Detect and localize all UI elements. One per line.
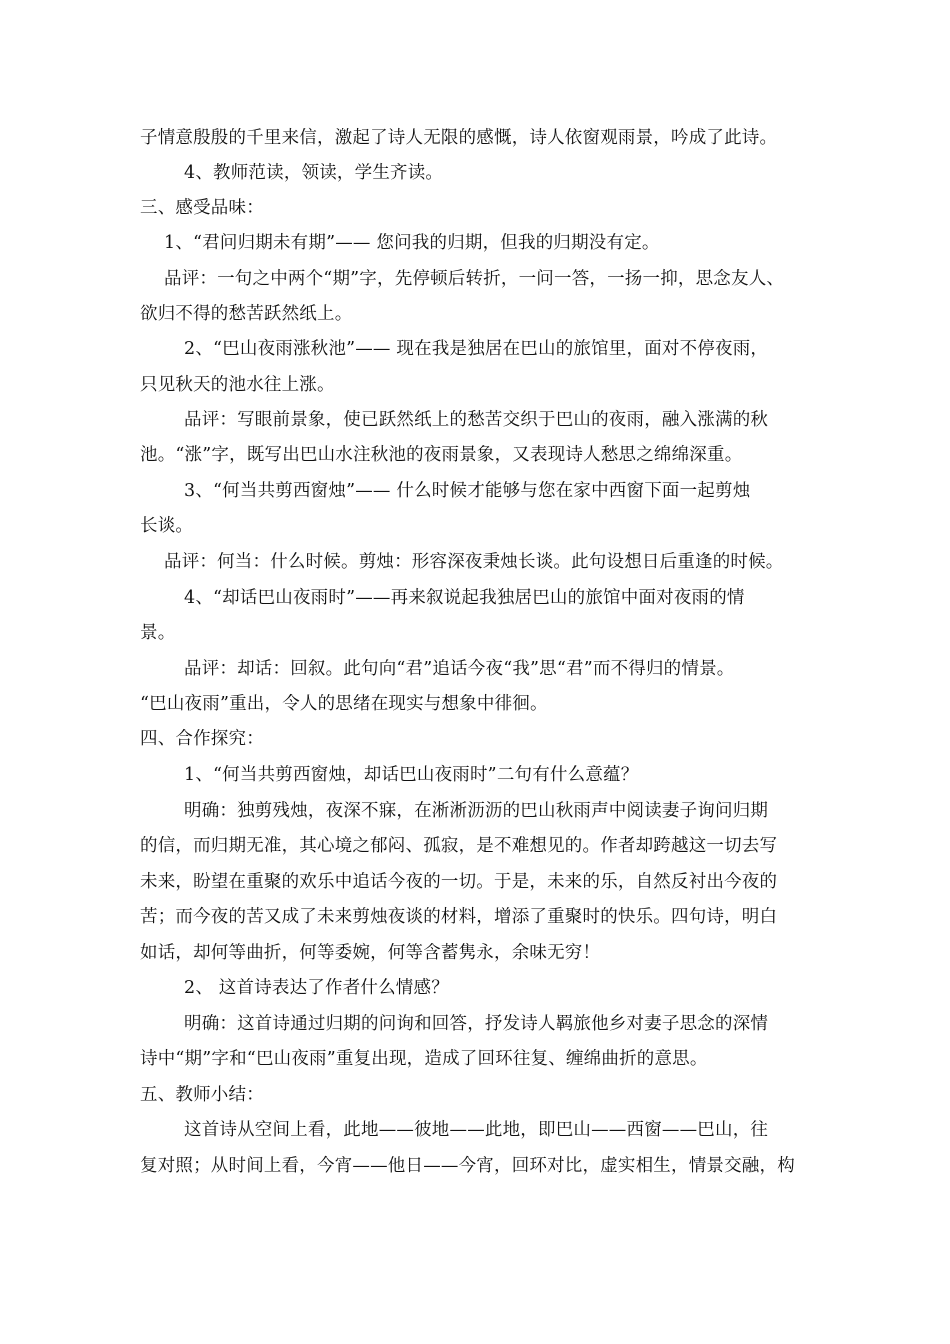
text-line-5: 品评：一句之中两个“期”字，先停顿后转折，一问一答，一扬一抑，思念友人、 [164,269,785,289]
text-line-1: 子情意殷殷的千里来信，激起了诗人无限的感慨，诗人依窗观雨景，吟成了此诗。 [140,128,778,148]
text-line-12: 长谈。 [140,516,194,536]
text-line-11: 3、“何当共剪西窗烛”—— 什么时候才能够与您在家中西窗下面一起剪烛 [184,481,751,501]
text-line-2: 4、教师范读，领读，学生齐读。 [184,163,444,183]
text-line-17: “巴山夜雨”重出，令人的思绪在现实与想象中徘徊。 [140,694,548,714]
text-line-8: 只见秋天的池水往上涨。 [140,375,335,395]
text-line-4: 1、“君问归期未有期”—— 您问我的归期，但我的归期没有定。 [164,233,660,253]
text-line-27: 诗中“期”字和“巴山夜雨”重复出现，造成了回环往复、缠绵曲折的意思。 [140,1049,708,1069]
text-line-22: 未来，盼望在重聚的欢乐中追话今夜的一切。于是，未来的乐，自然反衬出今夜的 [140,872,778,892]
section-heading-3: 三、感受品味： [140,198,264,218]
text-line-9: 品评：写眼前景象，使已跃然纸上的愁苦交织于巴山的夜雨，融入涨满的秋 [184,410,769,430]
text-line-29: 这首诗从空间上看，此地——彼地——此地，即巴山——西窗——巴山，往 [184,1120,769,1140]
text-line-21: 的信，而归期无准，其心境之郁闷、孤寂，是不难想见的。作者却跨越这一切去写 [140,836,778,856]
text-line-20: 明确：独剪残烛，夜深不寐，在淅淅沥沥的巴山秋雨声中阅读妻子询问归期 [184,801,769,821]
text-line-23: 苦；而今夜的苦又成了未来剪烛夜谈的材料，增添了重聚时的快乐。四句诗，明白 [140,907,778,927]
text-line-10: 池。“涨”字，既写出巴山水注秋池的夜雨景象，又表现诗人愁思之绵绵深重。 [140,445,743,465]
section-heading-28: 五、教师小结： [140,1085,264,1105]
text-line-13: 品评：何当：什么时候。剪烛：形容深夜秉烛长谈。此句设想日后重逢的时候。 [164,552,784,572]
text-line-15: 景。 [140,623,176,643]
text-line-30: 复对照；从时间上看，今宵——他日——今宵，回环对比，虚实相生，情景交融，构 [140,1156,795,1176]
text-line-6: 欲归不得的愁苦跃然纸上。 [140,304,353,324]
text-line-19: 1、“何当共剪西窗烛，却话巴山夜雨时”二句有什么意蕴？ [184,765,639,785]
text-line-25: 2、 这首诗表达了作者什么情感？ [184,978,449,998]
text-line-16: 品评：却话：回叙。此句向“君”追话今夜“我”思“君”而不得归的情景。 [184,659,735,679]
section-heading-18: 四、合作探究： [140,729,264,749]
text-line-7: 2、“巴山夜雨涨秋池”—— 现在我是独居在巴山的旅馆里，面对不停夜雨， [184,339,769,359]
text-line-26: 明确：这首诗通过归期的问询和回答，抒发诗人羁旅他乡对妻子思念的深情 [184,1014,769,1034]
text-line-14: 4、“却话巴山夜雨时”——再来叙说起我独居巴山的旅馆中面对夜雨的情 [184,588,745,608]
text-line-24: 如话，却何等曲折，何等委婉，何等含蓄隽永，余味无穷！ [140,943,601,963]
